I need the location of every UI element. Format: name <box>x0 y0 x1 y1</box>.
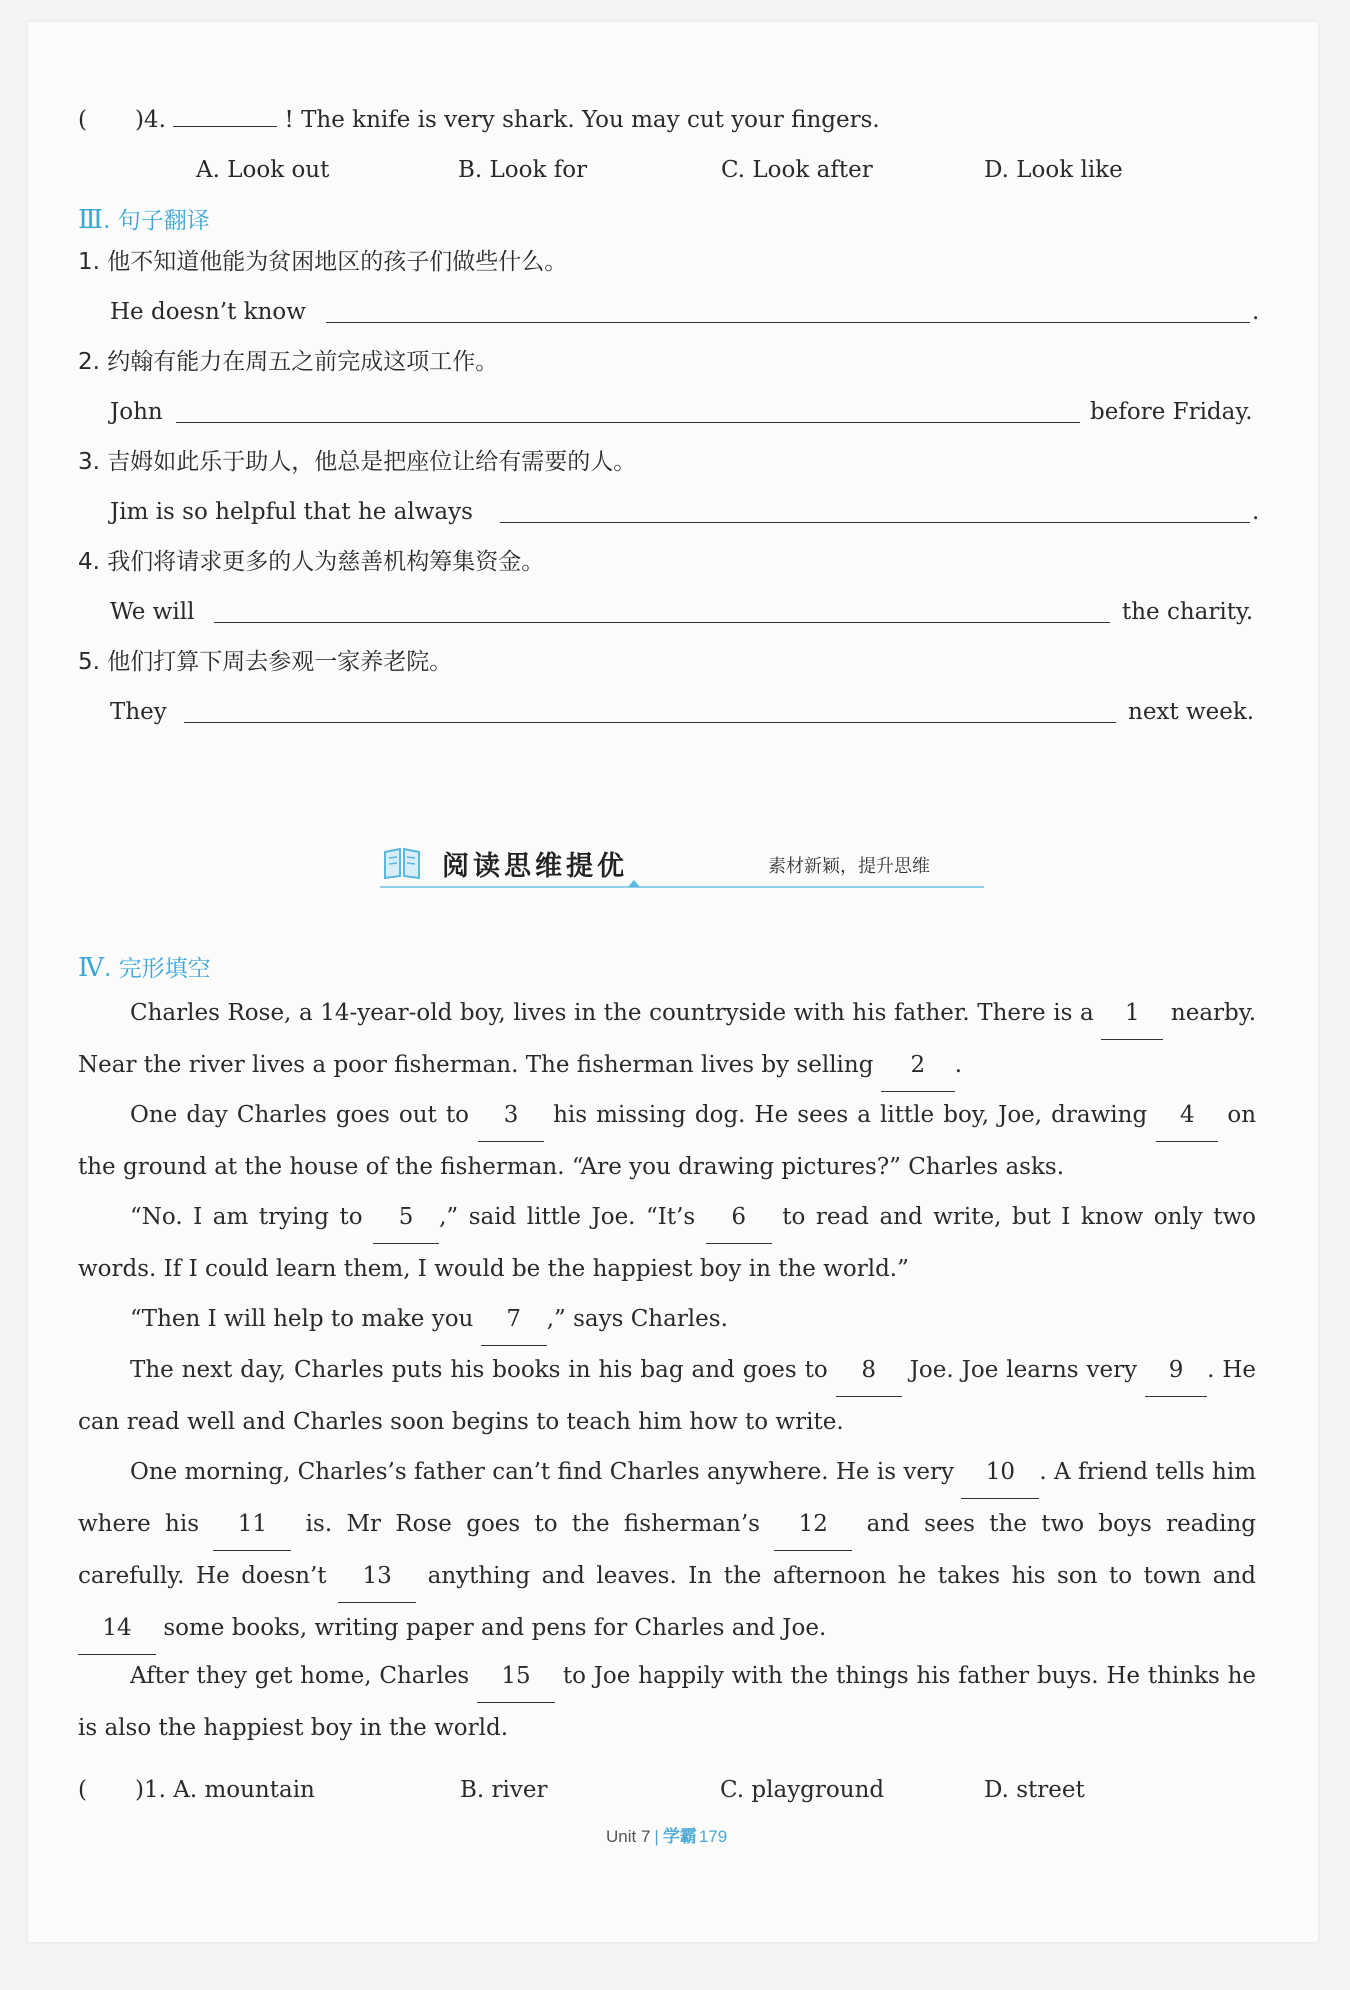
question-number: )4. <box>134 107 166 133</box>
reading-banner <box>380 840 984 890</box>
translation-3-prefix: Jim is so helpful that he always <box>110 499 473 525</box>
cloze-paragraph-6 <box>78 1447 1256 1655</box>
cloze-blank-15[interactable]: 15 <box>477 1651 555 1703</box>
option-a: A. Look out <box>196 157 330 183</box>
footer-brand: 学霸 <box>662 1827 697 1847</box>
cloze-text: After they get home, Charles <box>130 1663 470 1689</box>
banner-title: 阅读思维提优 <box>442 851 628 882</box>
option-d: D. Look like <box>984 157 1123 183</box>
cloze-blank-12[interactable]: 12 <box>774 1499 852 1551</box>
option-b: B. river <box>460 1777 548 1803</box>
cloze-paragraph-5 <box>78 1345 1256 1448</box>
cloze-text: some books, writing paper and pens for Charles and Joe. <box>163 1615 827 1641</box>
cloze-blank-10[interactable]: 10 <box>961 1447 1039 1499</box>
section-3-title <box>78 204 210 237</box>
worksheet-page <box>28 22 1318 1942</box>
section-3-label: . 句子翻译 <box>103 208 210 234</box>
cloze-text: to Joe happily with the things his father buys. He thinks he is also the happiest boy in the world. <box>78 1663 1256 1741</box>
option-b: B. Look for <box>458 157 588 183</box>
cloze-text: Joe. Joe learns very <box>909 1357 1138 1383</box>
footer-unit: Unit 7 <box>606 1827 651 1846</box>
cloze-text: Charles Rose, a 14-year-old boy, lives in the countryside with his father. There is a <box>130 1000 1094 1026</box>
cloze-text: . <box>954 1052 963 1078</box>
cloze-paragraph-2 <box>78 1090 1256 1193</box>
question-stem: ! The knife is very shark. You may cut your fingers. <box>284 107 880 133</box>
banner-subtitle: 素材新颖，提升思维 <box>768 856 930 877</box>
cloze-text: “No. I am trying to <box>130 1204 363 1230</box>
cloze-text: “Then I will help to make you <box>130 1306 474 1332</box>
translation-4-suffix: the charity. <box>1122 599 1254 625</box>
translation-1-chinese: 1. 他不知道他能为贫困地区的孩子们做些什么。 <box>78 249 568 275</box>
cloze-text: and sees the two boys reading carefully. He doesn’t <box>78 1511 1257 1589</box>
cloze-blank-9[interactable]: 9 <box>1145 1345 1207 1397</box>
translation-5-suffix: next week. <box>1128 699 1255 725</box>
cloze-blank-3[interactable]: 3 <box>478 1090 544 1142</box>
cloze-blank-1[interactable]: 1 <box>1101 988 1163 1040</box>
banner-marker-icon <box>628 880 640 887</box>
cloze-blank-13[interactable]: 13 <box>338 1551 416 1603</box>
cloze-text: to read and write, but I know only two words. If I could learn them, I would be the happiest boy in the world.” <box>78 1204 1257 1282</box>
answer-blank[interactable] <box>173 126 277 127</box>
answer-paren-open: ( <box>78 107 87 133</box>
translation-4-prefix: We will <box>110 599 195 625</box>
section-4-label: . 完形填空 <box>103 956 211 982</box>
answer-paren-open: ( <box>78 1777 87 1803</box>
cloze-paragraph-3 <box>78 1192 1256 1295</box>
cloze-text: ,” said little Joe. “It’s <box>439 1204 696 1230</box>
option-c: C. playground <box>720 1777 885 1803</box>
translation-5-chinese: 5. 他们打算下周去参观一家养老院。 <box>78 649 453 675</box>
cloze-paragraph-7 <box>78 1651 1256 1754</box>
translation-1-suffix: . <box>1252 299 1260 325</box>
translation-1-prefix: He doesn’t know <box>110 299 306 325</box>
cloze-blank-2[interactable]: 2 <box>881 1040 955 1092</box>
translation-2-prefix: John <box>110 399 163 425</box>
cloze-text: The next day, Charles puts his books in his bag and goes to <box>130 1357 828 1383</box>
translation-2-answer-line[interactable] <box>176 422 1080 423</box>
cloze-text: One morning, Charles’s father can’t find Charles anywhere. He is very <box>130 1459 954 1485</box>
translation-4-answer-line[interactable] <box>214 622 1110 623</box>
cloze-blank-5[interactable]: 5 <box>373 1192 439 1244</box>
book-icon <box>382 846 422 880</box>
translation-3-suffix: . <box>1252 499 1260 525</box>
translation-4-chinese: 4. 我们将请求更多的人为慈善机构筹集资金。 <box>78 549 545 575</box>
cloze-text: . He can read well and Charles soon begins to teach him how to write. <box>78 1357 1257 1435</box>
cloze-blank-8[interactable]: 8 <box>836 1345 902 1397</box>
question-number: )1. <box>134 1777 166 1803</box>
banner-underline <box>380 886 984 888</box>
page-footer: Unit 7 | 学霸 179 <box>606 1827 728 1847</box>
section-3-roman: Ⅲ <box>78 205 104 235</box>
cloze-blank-14[interactable]: 14 <box>78 1603 156 1655</box>
cloze-text: nearby. Near the river lives a poor fisherman. The fisherman lives by selling <box>78 1000 1257 1078</box>
cloze-blank-6[interactable]: 6 <box>706 1192 772 1244</box>
question-1 <box>78 1774 315 1806</box>
translation-2-suffix: before Friday. <box>1090 399 1253 425</box>
cloze-text: his missing dog. He sees a little boy, Joe, drawing <box>553 1102 1148 1128</box>
cloze-blank-4[interactable]: 4 <box>1156 1090 1218 1142</box>
cloze-text: One day Charles goes out to <box>130 1102 469 1128</box>
cloze-blank-7[interactable]: 7 <box>481 1294 547 1346</box>
option-a: A. mountain <box>173 1777 315 1803</box>
cloze-text: anything and leaves. In the afternoon he takes his son to town and <box>427 1563 1257 1589</box>
cloze-paragraph-4 <box>78 1294 1256 1346</box>
section-4-roman: Ⅳ <box>78 953 104 983</box>
translation-5-answer-line[interactable] <box>184 722 1116 723</box>
question-4 <box>78 104 880 136</box>
option-c: C. Look after <box>721 157 873 183</box>
footer-page-number: 179 <box>698 1827 728 1846</box>
cloze-paragraph-1 <box>78 988 1256 1092</box>
translation-3-chinese: 3. 吉姆如此乐于助人，他总是把座位让给有需要的人。 <box>78 449 637 475</box>
translation-3-answer-line[interactable] <box>500 522 1250 523</box>
cloze-text: on the ground at the house of the fisherman. “Are you drawing pictures?” Charles asks. <box>78 1102 1257 1180</box>
translation-5-prefix: They <box>110 699 167 725</box>
section-4-title <box>78 952 211 985</box>
option-d: D. street <box>984 1777 1085 1803</box>
cloze-text: . A friend tells him where his <box>78 1459 1257 1537</box>
translation-1-answer-line[interactable] <box>326 322 1250 323</box>
translation-2-chinese: 2. 约翰有能力在周五之前完成这项工作。 <box>78 349 499 375</box>
cloze-blank-11[interactable]: 11 <box>213 1499 291 1551</box>
cloze-text: is. Mr Rose goes to the fisherman’s <box>305 1511 760 1537</box>
cloze-text: ,” says Charles. <box>546 1306 728 1332</box>
